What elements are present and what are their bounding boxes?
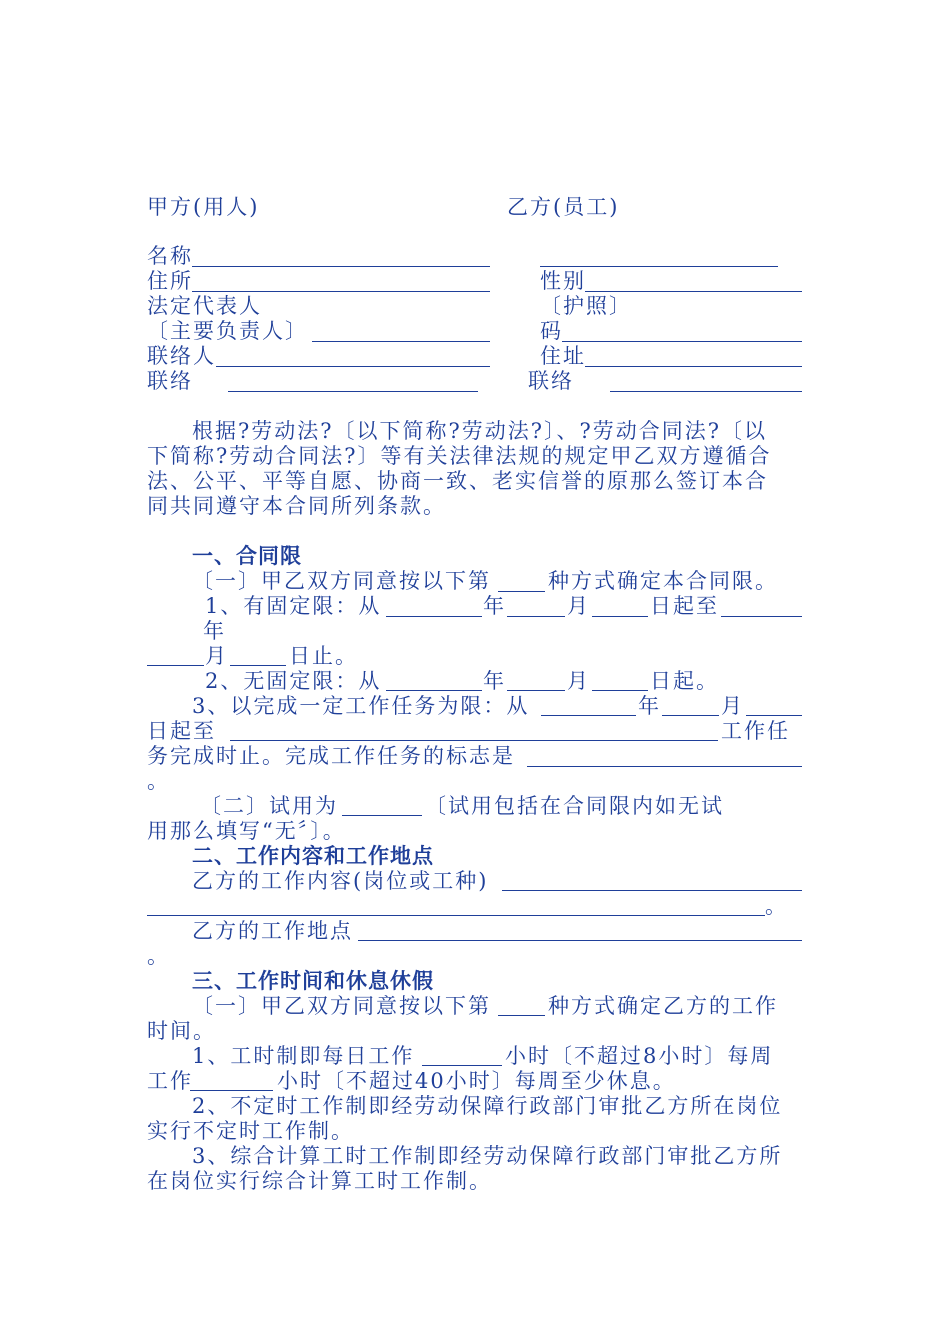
s3-p1-start: 〔一〕甲乙双方同意按以下第 bbox=[192, 994, 491, 1018]
s1-fixed-year: 年 bbox=[483, 594, 506, 618]
s1-fixed-from-day-blank[interactable] bbox=[592, 616, 648, 617]
s2-location-label: 乙方的工作地点 bbox=[192, 919, 353, 943]
s1-nonfixed-year-blank[interactable] bbox=[386, 690, 482, 691]
s1-fixed-from-month-blank[interactable] bbox=[507, 616, 565, 617]
intro-line-3: 法、公平、平等自愿、协商一致、老实信誉的原那么签订本合 bbox=[147, 469, 768, 493]
s2-location-period: 。 bbox=[147, 944, 170, 968]
s2-content-period: 。 bbox=[765, 894, 788, 918]
party-a-contact-person-blank[interactable] bbox=[216, 366, 490, 367]
party-b-code-blank[interactable] bbox=[562, 341, 802, 342]
s1-trial-label: 〔二〕试用为 bbox=[200, 794, 338, 818]
s1-fixed-to-year-blank[interactable] bbox=[721, 616, 802, 617]
party-b-gender-blank[interactable] bbox=[585, 291, 802, 292]
s3-p1-time: 时间。 bbox=[147, 1019, 216, 1043]
party-a-contact-blank[interactable] bbox=[228, 391, 478, 392]
s3-weekly-hours-blank[interactable] bbox=[190, 1090, 273, 1091]
s1-task-year: 年 bbox=[638, 694, 661, 718]
s1-task-month: 月 bbox=[721, 694, 744, 718]
s1-nonfixed-label: 2、无固定限：从 bbox=[205, 669, 382, 693]
s1-nonfixed-day-start: 日起。 bbox=[650, 669, 719, 693]
s3-std-hours: 小时〔不超过8小时〕每周 bbox=[505, 1044, 774, 1068]
s1-fixed-to-day-blank[interactable] bbox=[230, 665, 286, 666]
s1-task-completion: 务完成时止。完成工作任务的标志是 bbox=[147, 744, 515, 768]
s1-task-marker-blank[interactable] bbox=[527, 766, 802, 767]
s1-task-day-blank[interactable] bbox=[746, 715, 802, 716]
intro-line-4: 同共同遵守本合同所列条款。 bbox=[147, 494, 446, 518]
s3-daily-hours-blank[interactable] bbox=[422, 1065, 502, 1066]
party-b-gender-label: 性别 bbox=[540, 269, 586, 293]
intro-line-2: 下简称?劳动合同法?〕等有关法律法规的规定甲乙双方遵循合 bbox=[147, 444, 772, 468]
section-2-title: 二、工作内容和工作地点 bbox=[192, 844, 434, 868]
s1-fixed-label: 1、有固定限：从 bbox=[205, 594, 382, 618]
s3-flex-line-2: 实行不定时工作制。 bbox=[147, 1119, 354, 1143]
s3-comp-line-2: 在岗位实行综合计算工时工作制。 bbox=[147, 1169, 492, 1193]
s1-nonfixed-month: 月 bbox=[567, 669, 590, 693]
s1-nonfixed-day-blank[interactable] bbox=[592, 690, 648, 691]
s3-std-label: 1、工时制即每日工作 bbox=[192, 1044, 415, 1068]
s2-content-blank-2[interactable] bbox=[147, 915, 765, 916]
s2-content-label: 乙方的工作内容(岗位或工种) bbox=[192, 869, 489, 893]
s1-trial-blank[interactable] bbox=[342, 815, 422, 816]
s1-task-work: 工作任 bbox=[721, 719, 790, 743]
party-b-address-label: 住址 bbox=[540, 344, 586, 368]
party-b-contact-blank[interactable] bbox=[610, 391, 802, 392]
s1-mode-blank[interactable] bbox=[498, 591, 545, 592]
s3-flex-line-1: 2、不定时工作制即经劳动保障行政部门审批乙方所在岗位 bbox=[192, 1094, 783, 1118]
s1-task-name-blank[interactable] bbox=[230, 740, 718, 741]
s1-fixed-to-month-blank[interactable] bbox=[147, 665, 204, 666]
s1-fixed-day-from: 日起至 bbox=[650, 594, 719, 618]
party-a-heading: 甲方(用人) bbox=[147, 195, 260, 219]
party-b-address-blank[interactable] bbox=[585, 366, 802, 367]
s1-p1-start: 〔一〕甲乙双方同意按以下第 bbox=[192, 569, 491, 593]
s3-std-work: 工作 bbox=[147, 1069, 193, 1093]
s2-content-blank[interactable] bbox=[502, 890, 802, 891]
s1-nonfixed-month-blank[interactable] bbox=[507, 690, 565, 691]
s1-task-month-blank[interactable] bbox=[662, 715, 719, 716]
s2-location-blank[interactable] bbox=[358, 940, 802, 941]
s1-fixed-from-year-blank[interactable] bbox=[386, 616, 482, 617]
s1-task-label: 3、以完成一定工作任务为限：从 bbox=[192, 694, 530, 718]
party-b-name-blank[interactable] bbox=[540, 266, 778, 267]
party-a-name-label: 名称 bbox=[147, 244, 193, 268]
party-a-main-person-label: 〔主要负责人〕 bbox=[147, 319, 308, 343]
party-a-contact-label: 联络 bbox=[147, 369, 193, 393]
s1-p1-end: 种方式确定本合同限。 bbox=[548, 569, 778, 593]
s1-fixed-year-2: 年 bbox=[203, 619, 226, 643]
party-a-contact-person-label: 联络人 bbox=[147, 344, 216, 368]
s3-mode-blank[interactable] bbox=[498, 1015, 545, 1016]
s1-task-year-blank[interactable] bbox=[541, 715, 636, 716]
s1-trial-note: 〔试用包括在合同限内如无试 bbox=[425, 794, 724, 818]
party-a-name-blank[interactable] bbox=[192, 266, 490, 267]
s3-comp-line-1: 3、综合计算工时工作制即经劳动保障行政部门审批乙方所 bbox=[192, 1144, 783, 1168]
section-3-title: 三、工作时间和休息休假 bbox=[192, 969, 434, 993]
s1-fixed-day-end: 日止。 bbox=[289, 644, 358, 668]
party-a-legal-rep-label: 法定代表人 bbox=[147, 294, 262, 318]
party-b-code-label: 码 bbox=[540, 319, 563, 343]
party-b-heading: 乙方(员工) bbox=[507, 195, 620, 219]
party-b-passport-label: 〔护照〕 bbox=[540, 294, 632, 318]
s1-fixed-month: 月 bbox=[567, 594, 590, 618]
s1-task-day-from: 日起至 bbox=[147, 719, 216, 743]
s3-p1-end: 种方式确定乙方的工作 bbox=[548, 994, 778, 1018]
s1-nonfixed-year: 年 bbox=[483, 669, 506, 693]
s1-task-period: 。 bbox=[147, 769, 170, 793]
s1-trial-note-2: 用那么填写“无〞〕。 bbox=[147, 819, 346, 843]
party-a-address-label: 住所 bbox=[147, 269, 193, 293]
s3-std-weekly: 小时〔不超过40小时〕每周至少休息。 bbox=[277, 1069, 676, 1093]
party-a-address-blank[interactable] bbox=[192, 291, 490, 292]
party-b-contact-label: 联络 bbox=[528, 369, 574, 393]
intro-line-1: 根据?劳动法?〔以下简称?劳动法?〕、?劳动合同法?〔以 bbox=[192, 419, 768, 443]
party-a-rep-blank[interactable] bbox=[312, 341, 490, 342]
section-1-title: 一、合同限 bbox=[192, 544, 302, 568]
s1-fixed-month-2: 月 bbox=[205, 644, 228, 668]
